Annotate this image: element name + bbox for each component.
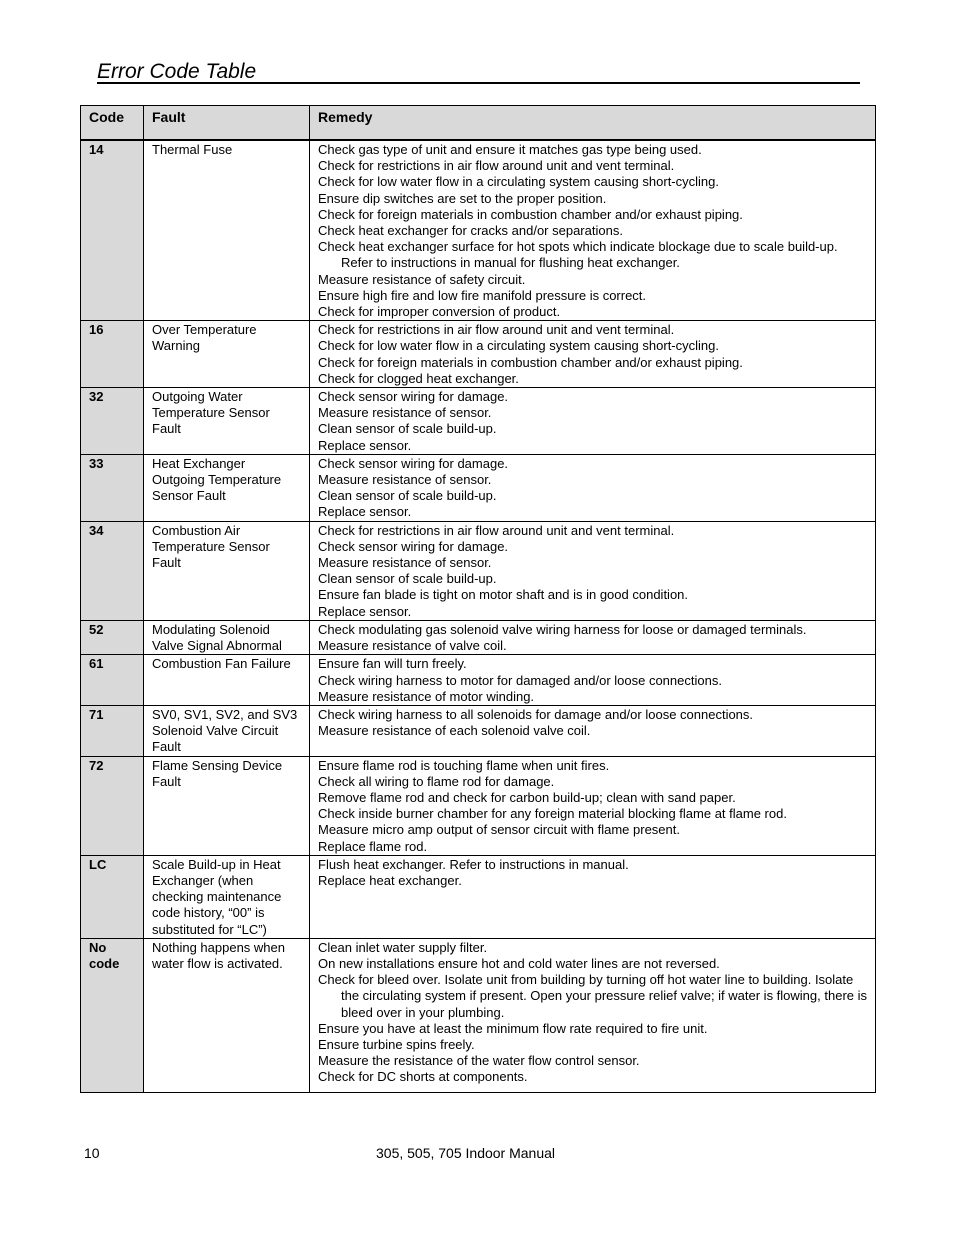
- table-row: [81, 855, 876, 938]
- error-code-cell: 71: [81, 705, 144, 756]
- remedy-line: Check for clogged heat exchanger.: [318, 370, 519, 386]
- error-code-cell: 72: [81, 756, 144, 855]
- table-row: [81, 620, 876, 654]
- remedy-line: Check for low water flow in a circulating system causing short-cycling.: [318, 338, 719, 354]
- remedy-line: Ensure fan will turn freely.: [318, 656, 467, 672]
- error-code-cell: 52: [81, 620, 144, 654]
- table-row: [81, 705, 876, 756]
- remedy-cell: [310, 756, 876, 855]
- remedy-line: Check for foreign materials in combustion chamber and/or exhaust piping.: [318, 206, 743, 222]
- error-code-cell: 14: [81, 140, 144, 321]
- remedy-cell: [310, 388, 876, 455]
- remedy-line: Measure resistance of motor winding.: [318, 688, 535, 704]
- remedy-line: Replace sensor.: [318, 504, 412, 520]
- remedy-line: Replace flame rod.: [318, 838, 428, 854]
- remedy-line: Clean sensor of scale build-up.: [318, 488, 497, 504]
- remedy-line: Ensure flame rod is touching flame when unit fires.: [318, 757, 610, 773]
- error-code-cell: No code: [81, 938, 144, 1092]
- remedy-line: Measure micro amp output of sensor circuit with flame present.: [318, 822, 680, 838]
- remedy-line: Remove flame rod and check for carbon build-up; clean with sand paper.: [318, 789, 736, 805]
- error-code-table: [80, 105, 876, 1093]
- remedy-line: Check for restrictions in air flow around unit and vent terminal.: [318, 322, 675, 338]
- remedy-line: Measure resistance of sensor.: [318, 405, 492, 421]
- fault-cell: Heat Exchanger Outgoing Temperature Sensor Fault: [144, 454, 310, 521]
- remedy-line: Check for restrictions in air flow around unit and vent terminal.: [318, 522, 675, 538]
- remedy-line: Check sensor wiring for damage.: [318, 455, 509, 471]
- error-code-cell: 33: [81, 454, 144, 521]
- fault-cell: Combustion Air Temperature Sensor Fault: [144, 521, 310, 620]
- fault-cell: Thermal Fuse: [144, 140, 310, 321]
- error-code-cell: 16: [81, 321, 144, 388]
- remedy-line: Check for restrictions in air flow around unit and vent terminal.: [318, 158, 675, 174]
- fault-cell: Outgoing Water Temperature Sensor Fault: [144, 388, 310, 455]
- remedy-cell: [310, 655, 876, 706]
- header-remedy: Remedy: [310, 106, 876, 141]
- table-row: [81, 388, 876, 455]
- remedy-line: Replace sensor.: [318, 603, 412, 619]
- remedy-line: Measure resistance of sensor.: [318, 472, 492, 488]
- remedy-line: Check gas type of unit and ensure it matches gas type being used.: [318, 142, 702, 157]
- remedy-line: Measure the resistance of the water flow control sensor.: [318, 1053, 640, 1069]
- remedy-line: Ensure fan blade is tight on motor shaft and is in good condition.: [318, 587, 689, 603]
- remedy-line: Flush heat exchanger. Refer to instructions in manual.: [318, 856, 629, 872]
- remedy-line: Check wiring harness to motor for damaged and/or loose connections.: [318, 672, 722, 688]
- remedy-cell: [310, 620, 876, 654]
- remedy-line: Clean sensor of scale build-up.: [318, 421, 497, 437]
- fault-cell: Combustion Fan Failure: [144, 655, 310, 706]
- title-rule: [97, 82, 860, 84]
- error-code-cell: 61: [81, 655, 144, 706]
- remedy-line: Check heat exchanger for cracks and/or separations.: [318, 223, 623, 239]
- table-row: [81, 655, 876, 706]
- fault-cell: Nothing happens when water flow is activated.: [144, 938, 310, 1092]
- remedy-cell: [310, 705, 876, 756]
- remedy-line: Check for bleed over. Isolate unit from building by turning off hot water line to building. Isolate the circulating system if present. Open your pressure relief valve; if water is flowing, there is bleed over in your plumbing.: [318, 972, 867, 1020]
- remedy-line: Replace sensor.: [318, 437, 412, 453]
- remedy-line: Check for low water flow in a circulating system causing short-cycling.: [318, 174, 719, 190]
- remedy-line: Measure resistance of safety circuit.: [318, 271, 526, 287]
- error-code-cell: 32: [81, 388, 144, 455]
- table-row: [81, 454, 876, 521]
- remedy-line: Check for foreign materials in combustion chamber and/or exhaust piping.: [318, 354, 743, 370]
- remedy-line: Measure resistance of each solenoid valve coil.: [318, 723, 591, 739]
- remedy-cell: [310, 521, 876, 620]
- remedy-cell: [310, 140, 876, 321]
- fault-cell: Flame Sensing Device Fault: [144, 756, 310, 855]
- error-code-cell: LC: [81, 855, 144, 938]
- remedy-line: Measure resistance of sensor.: [318, 555, 492, 571]
- remedy-line: Ensure you have at least the minimum flow rate required to fire unit.: [318, 1020, 708, 1036]
- error-code-cell: 34: [81, 521, 144, 620]
- fault-cell: SV0, SV1, SV2, and SV3 Solenoid Valve Circuit Fault: [144, 705, 310, 756]
- manual-name: 305, 505, 705 Indoor Manual: [376, 1145, 556, 1161]
- remedy-line: Ensure high fire and low fire manifold pressure is correct.: [318, 287, 647, 303]
- remedy-line: Check sensor wiring for damage.: [318, 538, 509, 554]
- remedy-line: Clean sensor of scale build-up.: [318, 571, 497, 587]
- remedy-line: Measure resistance of valve coil.: [318, 638, 507, 654]
- remedy-line: Check sensor wiring for damage.: [318, 389, 509, 405]
- remedy-line: On new installations ensure hot and cold water lines are not reversed.: [318, 955, 720, 971]
- table-header-row: [81, 106, 876, 141]
- remedy-line: Replace heat exchanger.: [318, 872, 462, 888]
- remedy-line: Ensure dip switches are set to the proper position.: [318, 190, 607, 206]
- header-fault: Fault: [144, 106, 310, 141]
- remedy-cell: [310, 321, 876, 388]
- fault-cell: Over Temperature Warning: [144, 321, 310, 388]
- remedy-cell: [310, 855, 876, 938]
- header-code: Code: [81, 106, 144, 141]
- table-row: [81, 321, 876, 388]
- fault-cell: Modulating Solenoid Valve Signal Abnormal: [144, 620, 310, 654]
- remedy-cell: [310, 938, 876, 1092]
- page-number: 10: [84, 1145, 100, 1161]
- table-row: [81, 938, 876, 1092]
- remedy-line: Check for improper conversion of product.: [318, 304, 561, 320]
- remedy-line: Clean inlet water supply filter.: [318, 939, 488, 955]
- remedy-line: Check heat exchanger surface for hot spots which indicate blockage due to scale build-up. Refer to instructions in manual for flushing heat exchanger.: [318, 239, 838, 271]
- remedy-line: Ensure turbine spins freely.: [318, 1036, 475, 1052]
- remedy-cell: [310, 454, 876, 521]
- table-row: [81, 756, 876, 855]
- remedy-line: Check all wiring to flame rod for damage.: [318, 773, 555, 789]
- remedy-line: Check wiring harness to all solenoids for damage and/or loose connections.: [318, 706, 754, 722]
- table-row: [81, 521, 876, 620]
- remedy-line: Check modulating gas solenoid valve wiring harness for loose or damaged terminals.: [318, 621, 807, 637]
- fault-cell: Scale Build-up in Heat Exchanger (when checking maintenance code history, “00” is substituted for “LC”): [144, 855, 310, 938]
- table-row: [81, 140, 876, 321]
- table-body: [81, 140, 876, 1092]
- remedy-line: Check inside burner chamber for any foreign material blocking flame at flame rod.: [318, 806, 787, 822]
- page-title: Error Code Table: [97, 60, 257, 83]
- remedy-line: Check for DC shorts at components.: [318, 1069, 528, 1085]
